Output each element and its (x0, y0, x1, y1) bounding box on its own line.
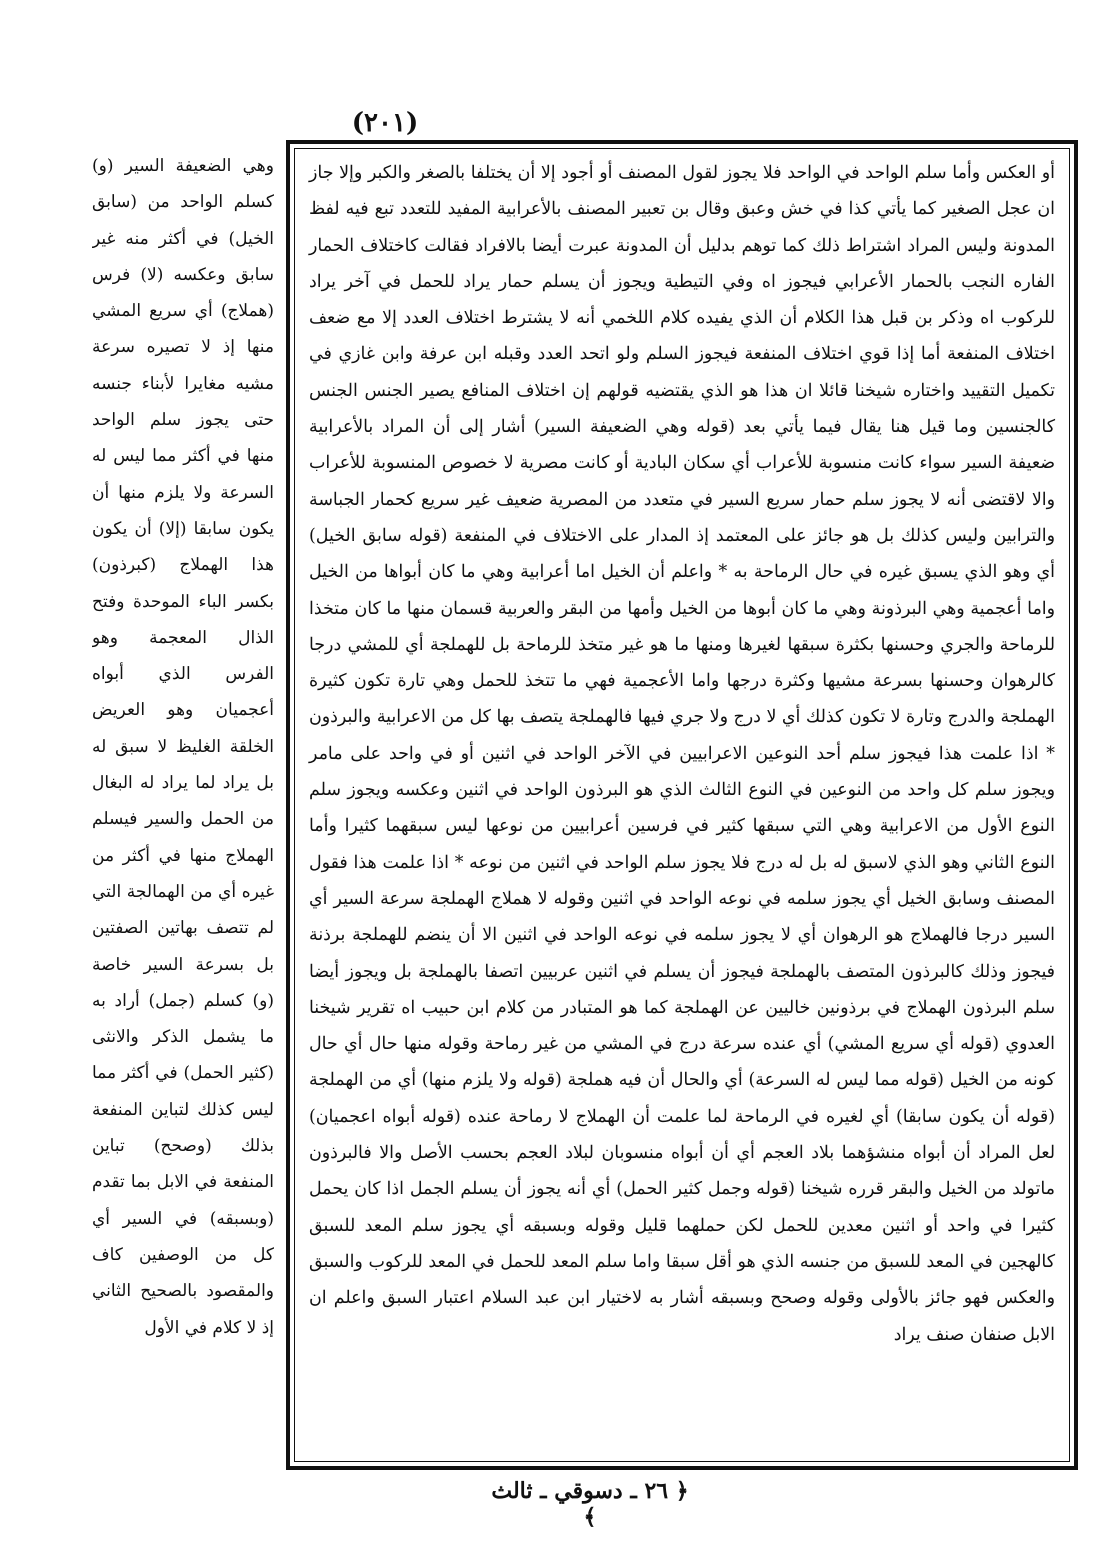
page-footer: ﴿ ٢٦ ـ دسوقي ـ ثالث ﴾ (491, 1478, 689, 1530)
matn-text: وهي الضعيفة السير (و) كسلم الواحد من (سابق الخيل) في أكثر منه غير سابق وعكسه (لا) فرس (هملاج) أي سريع المشي منها إذ لا تصيره سرعة مشيه مغايرا لأبناء جنسه حتى يجوز سلم الواحد منها في أكثر مما ليس له السرعة ولا يلزم منها أن يكون سابقا (إلا) أن يكون هذا الهملاج (كبرذون) بكسر الباء الموحدة وفتح الذال المعجمة وهو الفرس الذي أبواه أعجميان وهو العريض الخلقة الغليظ لا سبق له بل يراد لما يراد له البغال من الحمل والسير فيسلم الهملاج منها في أكثر من غيره أي من الهمالجة التي لم تتصف بهاتين الصفتين بل بسرعة السير خاصة (و) كسلم (جمل) أراد به ما يشمل الذكر والانثى (كثير الحمل) في أكثر مما ليس كذلك لتباين المنفعة بذلك (وصحح) تباين المنفعة في الابل بما تقدم (وبسبقه) في السير أي كل من الوصفين كاف والمقصود بالصحيح الثاني إذ لا كلام في الأول (92, 156, 274, 1338)
page-number: (٢٠١) (351, 108, 419, 138)
margin-matn-column (92, 148, 274, 1438)
commentary-frame (286, 140, 1078, 1470)
commentary-text: أو العكس وأما سلم الواحد في الواحد فلا يجوز لقول المصنف أو أجود إلا أن يختلفا بالصغر والكبر وإلا جاز ان عجل الصغير كما يأتي كذا في خش وعبق وقال بن تعبير المصنف بالأعرابية المفيد للتعدد تبع فيه لفظ المدونة وليس المراد اشتراط ذلك كما توهم بدليل أن المدونة عبرت أيضا بالافراد فقالت كاختلاف الحمار الفاره النجب بالحمار الأعرابي فيجوز اه وفي التيطية ويجوز أن يسلم حمار يراد للحمل في آخر يراد للركوب اه وذكر بن قبل هذا الكلام أن الذي يفيده كلام اللخمي أنه لا يشترط اختلاف العدد إلا مع ضعف اختلاف المنفعة أما إذا قوي اختلاف المنفعة فيجوز السلم ولو اتحد العدد وقبله ابن عرفة وابن غازي في تكميل التقييد واختاره شيخنا قائلا ان هذا هو الذي يقتضيه قولهم إن اختلاف المنافع يصير الجنس الجنس كالجنسين وما قيل هنا يقال فيما يأتي بعد (قوله وهي الضعيفة السير) أشار إلى أن المراد بالأعرابية ضعيفة السير سواء كانت منسوبة للأعراب أي سكان البادية أو كانت مصرية لا خصوص المنسوبة للأعراب والا لاقتضى أنه لا يجوز سلم حمار سريع السير في متعدد من المصرية ضعيف غير سريع كحمار الجباسة والترابين وليس كذلك بل هو جائز على المعتمد إذ المدار على الاختلاف في المنفعة (قوله سابق الخيل) أي وهو الذي يسبق غيره في حال الرماحة به * واعلم أن الخيل اما أعرابية وهي ما كان أبواها من الخيل واما أعجمية وهي البرذونة وهي ما كان أبوها من الخيل وأمها من البقر والعربية قسمان منها ما كان متخذا للرماحة والجري وحسنها بكثرة سبقها لغيرها ومنها ما هو غير متخذ للرماحة بل للهملجة أي للمشي درجا كالرهوان وحسنها بسرعة مشيها وكثرة درجها واما الأعجمية فهي ما تتخذ للحمل وهي تارة تكون كثيرة الهملجة والدرج وتارة لا تكون كذلك أي لا درج ولا جري فيها فالهملجة يتصف بها كل من الاعرابية والبرذون * اذا علمت هذا فيجوز سلم أحد النوعين الاعرابيين في الآخر الواحد في اثنين أو في واحد على مامر ويجوز سلم كل واحد من النوعين في النوع الثالث الذي هو البرذون الواحد في اثنين وعكسه ويجوز سلم النوع الأول من الاعرابية وهي التي سبقها كثير في فرسين أعرابيين من نوعها ليس سبقهما كثيرا وأما النوع الثاني وهو الذي لاسبق له بل له درج فلا يجوز سلم الواحد في اثنين من نوعه * اذا علمت هذا فقول المصنف وسابق الخيل أي يجوز سلمه في نوعه الواحد في اثنين وقوله لا هملاج الهملجة سرعة السير أي السير درجا فالهملاج هو الرهوان أي لا يجوز سلمه في نوعه الواحد في اثنين الا أن ينضم للهملجة برذنة فيجوز وذلك كالبرذون المتصف بالهملجة فيجوز أن يسلم في اثنين عربيين اتصفا بالهملجة بل ويجوز أيضا سلم البرذون الهملاج في برذونين خاليين عن الهملجة كما هو المتبادر من كلام ابن حبيب اه تقرير شيخنا العدوي (قوله أي سريع المشي) أي عنده سرعة درج في المشي من غير رماحة وقوله منها حال أي حال كونه من الخيل (قوله مما ليس له السرعة) أي والحال أن فيه هملجة (قوله ولا يلزم منها) أي من الهملجة (قوله أن يكون سابقا) أي لغيره في الرماحة لما علمت أن الهملاج لا رماحة عنده (قوله أبواه اعجميان) لعل المراد أن أبواه منشؤهما بلاد العجم أي أن أبواه منسوبان لبلاد العجم بحسب الأصل والا فالبرذون ماتولد من الخيل والبقر قرره شيخنا (قوله وجمل كثير الحمل) أي أنه يجوز أن يسلم الجمل اذا كان يحمل كثيرا في واحد أو اثنين معدين للحمل لكن حملهما قليل وقوله وبسبقه أي يجوز سلم المعد للسبق كالهجين في المعد للسبق من جنسه الذي هو أقل سبقا واما سلم المعد للحمل في المعد للركوب والسبق والعكس فهو جائز بالأولى وقوله وصحح وبسبقه أشار به لاختيار ابن عبد السلام اعتبار السبق واعلم ان الابل صنفان صنف يراد (309, 163, 1055, 1345)
commentary-inner-border (294, 148, 1070, 1462)
